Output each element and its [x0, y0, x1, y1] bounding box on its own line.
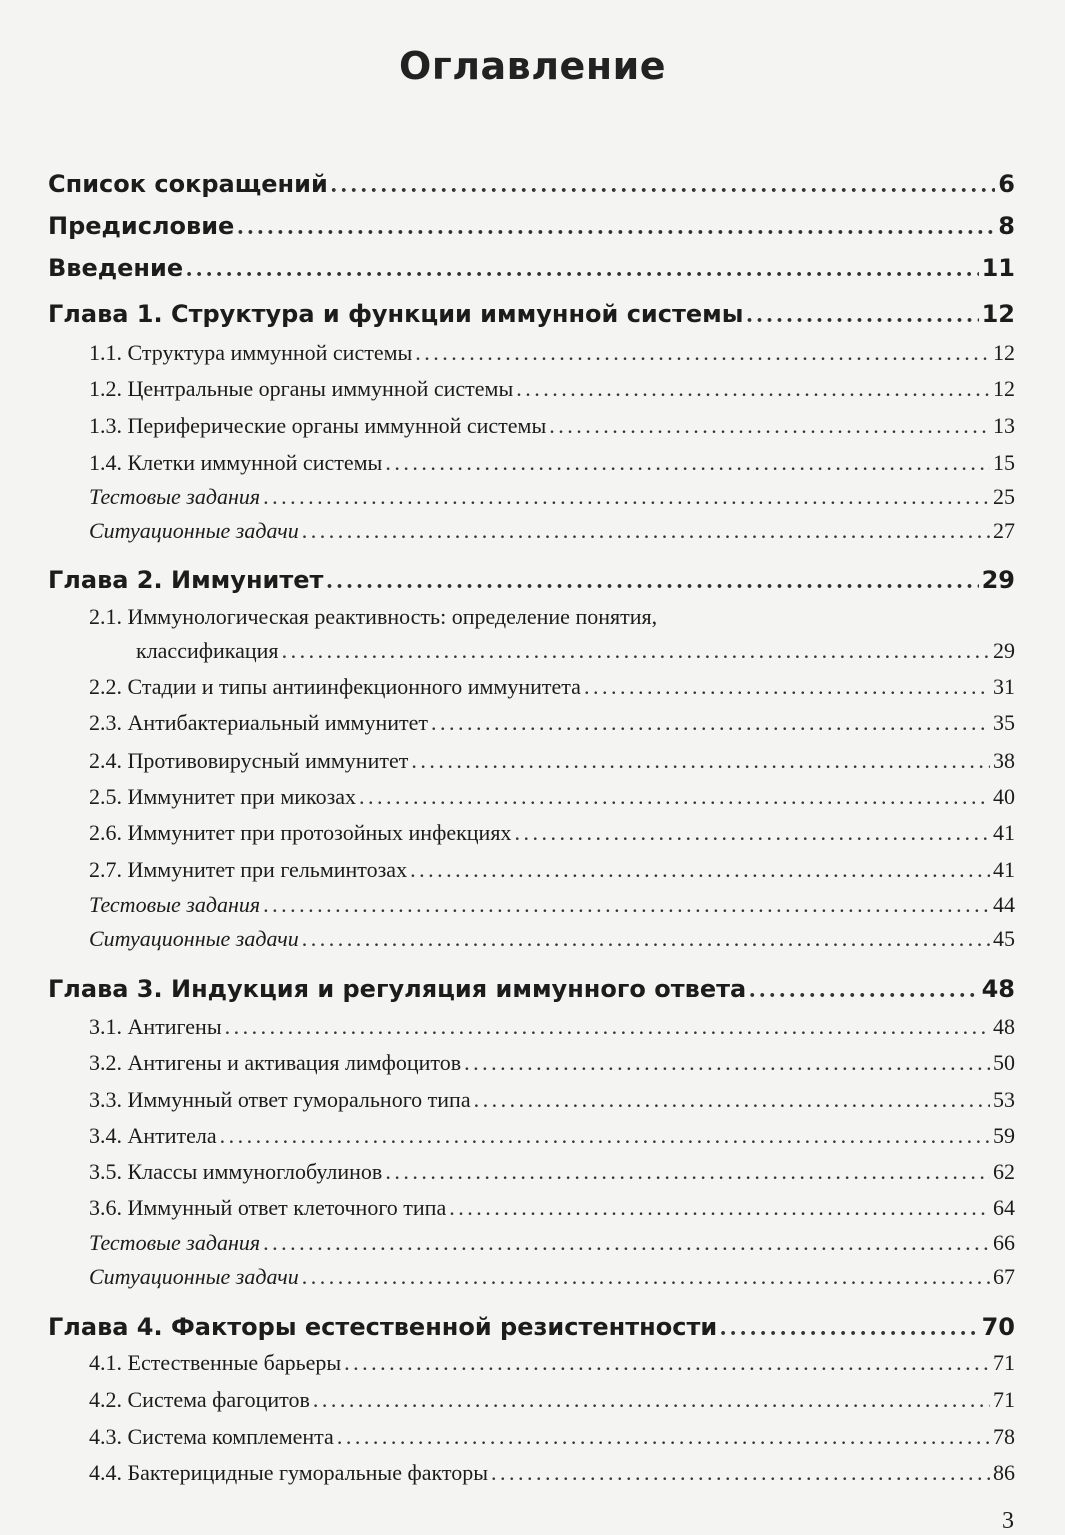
toc-section	[89, 710, 1015, 736]
toc-page-number: 27	[993, 518, 1015, 543]
toc-page-number: 71	[993, 1387, 1015, 1412]
toc-page-number: 8	[998, 212, 1015, 240]
toc-section	[89, 748, 1015, 774]
toc-entry-label: 1.3. Периферические органы иммунной системы	[89, 413, 547, 438]
dot-leader	[385, 450, 990, 476]
toc-page-number: 35	[993, 710, 1015, 735]
toc-entry-label: 2.4. Противовирусный иммунитет	[89, 748, 409, 773]
toc-entry-label: Ситуационные задачи	[89, 926, 299, 951]
toc-page-number: 62	[993, 1159, 1015, 1184]
toc-page-number: 41	[993, 857, 1015, 882]
dot-leader	[302, 926, 990, 952]
dot-leader	[237, 214, 995, 241]
dot-leader	[491, 1460, 990, 1486]
toc-entry-label: 2.5. Иммунитет при микозах	[89, 784, 357, 809]
toc-page-number: 13	[993, 413, 1015, 438]
toc-page-number: 70	[981, 1313, 1015, 1341]
toc-entry-label: 2.3. Антибактериальный иммунитет	[89, 710, 429, 735]
toc-page-number: 86	[993, 1460, 1015, 1485]
toc-section	[89, 413, 1015, 439]
dot-leader	[225, 1014, 990, 1040]
toc-entry-label: Список сокращений	[48, 170, 328, 198]
dot-leader	[302, 1264, 990, 1290]
dot-leader	[326, 568, 978, 595]
dot-leader	[474, 1087, 990, 1113]
toc-page-number: 44	[993, 892, 1015, 917]
toc-page-number: 66	[993, 1230, 1015, 1255]
toc-section	[89, 674, 1015, 700]
toc-page-number: 29	[981, 566, 1015, 594]
toc-entry-label: 3.3. Иммунный ответ гуморального типа	[89, 1087, 471, 1112]
toc-section	[89, 820, 1015, 846]
dot-leader	[431, 710, 990, 736]
toc-section	[89, 518, 1015, 544]
toc-page-number: 50	[993, 1050, 1015, 1075]
toc-chapter	[48, 212, 1015, 241]
toc-entry-label-continued: классификация	[136, 638, 279, 663]
toc-page-number: 71	[993, 1350, 1015, 1375]
toc-section	[89, 1087, 1015, 1113]
toc-section	[89, 340, 1015, 366]
toc-section	[89, 1264, 1015, 1290]
toc-section	[89, 926, 1015, 952]
toc-entry-label: Глава 2. Иммунитет	[48, 566, 324, 594]
toc-section	[89, 1195, 1015, 1221]
toc-page-number: 15	[993, 450, 1015, 475]
toc-section	[89, 1123, 1015, 1149]
toc-entry-label: Ситуационные задачи	[89, 1264, 299, 1289]
toc-entry-label: 3.2. Антигены и активация лимфоцитов	[89, 1050, 462, 1075]
toc-section	[89, 376, 1015, 402]
toc-section	[89, 1159, 1015, 1185]
toc-entry-label: 1.4. Клетки иммунной системы	[89, 450, 383, 475]
toc-page-number: 48	[993, 1014, 1015, 1039]
dot-leader	[464, 1050, 990, 1076]
dot-leader	[263, 484, 990, 510]
toc-entry-label: Глава 4. Факторы естественной резистентности	[48, 1313, 718, 1341]
toc-page-number: 12	[993, 340, 1015, 365]
toc-entry-label: 4.2. Система фагоцитов	[89, 1387, 310, 1412]
toc-chapter	[48, 1313, 1015, 1342]
dot-leader	[337, 1424, 990, 1450]
toc-section	[89, 784, 1015, 810]
toc-entry-label: 3.4. Антитела	[89, 1123, 217, 1148]
toc-entry-label: 2.7. Иммунитет при гельминтозах	[89, 857, 408, 882]
dot-leader	[385, 1159, 990, 1185]
dot-leader	[516, 376, 990, 402]
toc-entry-label: 3.5. Классы иммуноглобулинов	[89, 1159, 383, 1184]
dot-leader	[220, 1123, 990, 1149]
dot-leader	[282, 638, 990, 664]
dot-leader	[331, 172, 996, 199]
dot-leader	[449, 1195, 990, 1221]
dot-leader	[359, 784, 990, 810]
toc-section	[89, 1460, 1015, 1486]
toc-entry-label: Введение	[48, 254, 184, 282]
toc-section	[89, 1230, 1015, 1256]
dot-leader	[411, 748, 990, 774]
toc-section	[89, 1014, 1015, 1040]
toc-chapter	[48, 975, 1015, 1004]
toc-page-number: 78	[993, 1424, 1015, 1449]
toc-section	[89, 484, 1015, 510]
toc-entry-label: Глава 1. Структура и функции иммунной системы	[48, 300, 744, 328]
toc-entry-label: 2.1. Иммунологическая реактивность: определение понятия,	[89, 604, 658, 629]
toc-section	[89, 450, 1015, 476]
toc-section	[136, 638, 1015, 664]
toc-page-number: 48	[981, 975, 1015, 1003]
dot-leader	[302, 518, 990, 544]
toc-entry-label: 4.3. Система комплемента	[89, 1424, 334, 1449]
toc-page-number: 6	[998, 170, 1015, 198]
toc-page-number: 53	[993, 1087, 1015, 1112]
dot-leader	[514, 820, 990, 846]
toc-section	[89, 1050, 1015, 1076]
page-title: Оглавление	[399, 44, 666, 88]
toc-section	[89, 892, 1015, 918]
toc-entry-label: Тестовые задания	[89, 484, 261, 509]
toc-page-number: 64	[993, 1195, 1015, 1220]
toc-page-number: 67	[993, 1264, 1015, 1289]
toc-chapter	[48, 566, 1015, 595]
toc-page-number: 45	[993, 926, 1015, 951]
toc-entry-label: Предисловие	[48, 212, 235, 240]
toc-entry-label: Ситуационные задачи	[89, 518, 299, 543]
toc-section	[89, 1350, 1015, 1376]
toc-entry-label: 4.4. Бактерицидные гуморальные факторы	[89, 1460, 488, 1485]
toc-section	[89, 1387, 1015, 1413]
toc-section	[89, 1424, 1015, 1450]
dot-leader	[313, 1387, 990, 1413]
dot-leader	[263, 1230, 990, 1256]
toc-entry-label: 1.2. Центральные органы иммунной системы	[89, 376, 514, 401]
dot-leader	[746, 302, 978, 329]
toc-entry-label: 2.2. Стадии и типы антиинфекционного иммунитета	[89, 674, 581, 699]
toc-entry-label: Глава 3. Индукция и регуляция иммунного ответа	[48, 975, 747, 1003]
toc-entry-label: 4.1. Естественные барьеры	[89, 1350, 342, 1375]
dot-leader	[749, 977, 978, 1004]
toc-page-number: 25	[993, 484, 1015, 509]
dot-leader	[415, 340, 990, 366]
toc-page-number: 59	[993, 1123, 1015, 1148]
toc-entry-label: 3.6. Иммунный ответ клеточного типа	[89, 1195, 447, 1220]
dot-leader	[410, 857, 990, 883]
toc-page-number: 40	[993, 784, 1015, 809]
toc-page-number: 11	[981, 254, 1015, 282]
page-number: 3	[1002, 1508, 1014, 1534]
toc-page-number: 41	[993, 820, 1015, 845]
dot-leader	[344, 1350, 990, 1376]
toc-chapter	[48, 254, 1015, 283]
dot-leader	[186, 256, 979, 283]
toc-chapter	[48, 300, 1015, 329]
toc-entry-label: Тестовые задания	[89, 1230, 261, 1255]
toc-entry-label: Тестовые задания	[89, 892, 261, 917]
dot-leader	[584, 674, 990, 700]
toc-page-number: 31	[993, 674, 1015, 699]
toc-entry-label: 3.1. Антигены	[89, 1014, 222, 1039]
dot-leader	[263, 892, 990, 918]
toc-section	[89, 857, 1015, 883]
toc-page-number: 29	[993, 638, 1015, 663]
toc-entry-label: 2.6. Иммунитет при протозойных инфекциях	[89, 820, 512, 845]
dot-leader	[549, 413, 990, 439]
toc-chapter	[48, 170, 1015, 199]
toc-page-number: 12	[993, 376, 1015, 401]
toc-page-number: 38	[993, 748, 1015, 773]
toc-page-number: 12	[981, 300, 1015, 328]
toc-section	[89, 604, 1015, 630]
dot-leader	[720, 1315, 978, 1342]
toc-entry-label: 1.1. Структура иммунной системы	[89, 340, 413, 365]
